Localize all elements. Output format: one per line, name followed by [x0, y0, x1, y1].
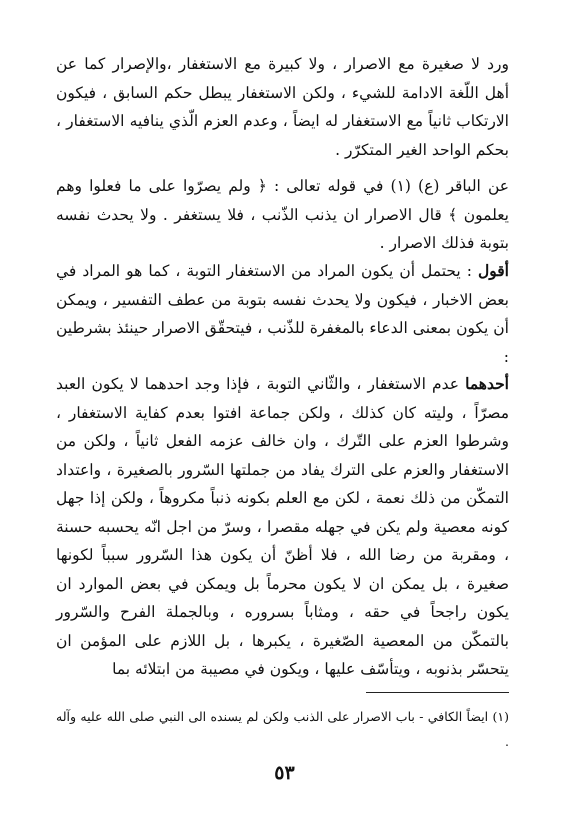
paragraph-3-text: : يحتمل أن يكون المراد من الاستغفار التوبة ، كما هو المراد في بعض الاخبار ، فيكون ولا يحدث نفسه بتوبة من عطف التفسير ، ويمكن أن يكون بمعنى الدعاء بالمغفرة للذّنب ، فيتحقّق الاصرار حينئذ بشرطين :: [56, 262, 509, 366]
paragraph-3-lead: أقول: [478, 261, 509, 280]
paragraph-2: [56, 172, 509, 258]
paragraph-1-text: ورد لا صغيرة مع الاصرار ، ولا كبيرة مع الاستغفار ،والإصرار كما عن أهل اللّغة الادامة للشيء ، ولكن الاستغفار يبطل حكم السابق ، فيكون الارتكاب ثانياً مع الاستغفار له ايضاً ، وعدم العزم الّذي ينافيه الاستغفار ، بحكم الواحد الغير المتكرّر .: [56, 55, 509, 159]
paragraph-4-lead: أحدهما: [465, 374, 509, 393]
paragraph-4-text: عدم الاستغفار ، والثّاني التوبة ، فإذا وجد احدهما لا يكون العبد مصرّاً ، وليته كان كذلك ، ولكن جماعة افتوا بعدم كفاية الاستغفار ، وشرطوا العزم على التّرك ، وان خالف عزمه الفعل ثانياً ، ولكن من الاستغفار والعزم على الترك يفاد من جملتها السّرور بالصغيرة ، واعتداد التمكّن من ذلك نعمة ، لكن مع العلم بكونه ذنباً مكروهاً ، ولكن إذا جهل كونه معصية ولم يكن في جهله مقصرا ، وسرّ من اجل انّه يحسبه حسنة ، ومقربة من رضا الله ، فلا أظنّ أن يكون هذا السّرور سبباً لكونها صغيرة ، بل يمكن ان لا يكون محرماً بل ويمكن في بعض الموارد ان يكون راجحاً في حقه ، ومثاباً بسروره ، وبالجملة الفرح والسّرور بالتمكّن من المعصية الصّغيرة ، يكبرها ، بل اللازم على المؤمن ان يتحسّر بذنوبه ، ويتأسّف عليها ، ويكون في مصيبة من ابتلائه بما: [56, 375, 509, 678]
paragraph-2-text: عن الباقر (ع) (١) في قوله تعالى : ﴿ ولم يصرّوا على ما فعلوا وهم يعلمون ﴾ قال الاصرار ان يذنب الذّنب ، فلا يستغفر . ولا يحدث نفسه بتوبة فذلك الاصرار .: [56, 177, 509, 252]
footnote-divider: [366, 692, 509, 693]
page-number: ٥٣: [274, 762, 295, 784]
footnote: [56, 704, 509, 754]
paragraph-4: [56, 370, 509, 684]
paragraph-3: [56, 257, 509, 371]
paragraph-1: [56, 50, 509, 164]
footnote-text: (١) ايضاً الكافي - باب الاصرار على الذنب ولكن لم يسنده الى النبي صلى الله عليه وآله .: [56, 709, 509, 749]
